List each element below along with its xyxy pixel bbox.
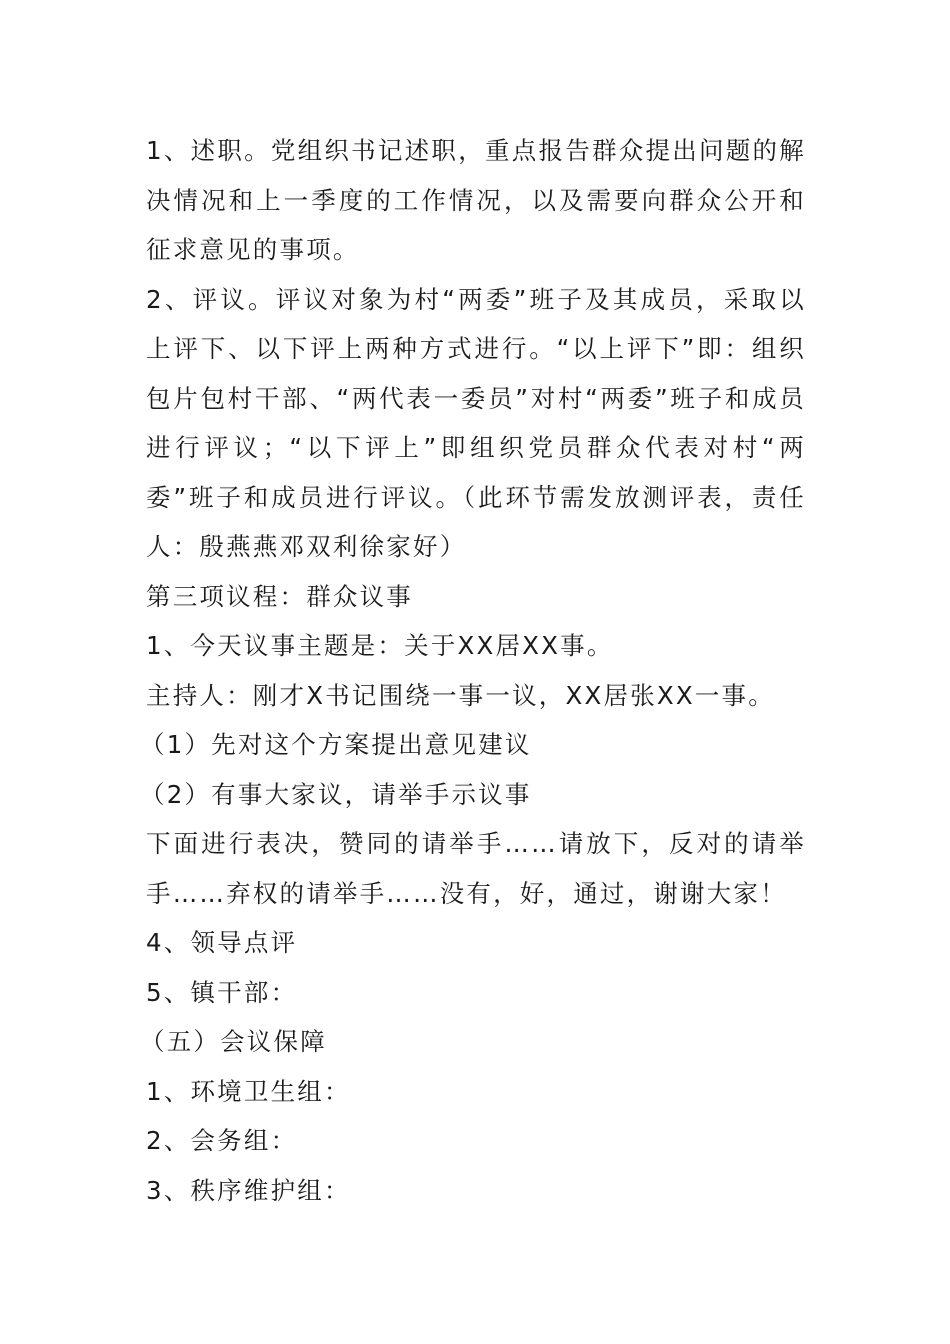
- paragraph-sub-2: （2）有事大家议，请举手示议事: [140, 779, 532, 809]
- paragraph-report: 1、述职。党组织书记述职，重点报告群众提出问题的解决情况和上一季度的工作情况，以及需要向群众公开和征求意见的事项。: [146, 136, 806, 264]
- agenda-item-heading: 第三项议程：群众议事: [146, 581, 413, 611]
- paragraph-evaluation: 2、评议。评议对象为村“两委”班子及其成员，采取以上评下、以下评上两种方式进行。“以上评下”即：组织包片包村干部、“两代表一委员”对村“两委”班子和成员进行评议；“以下评上”即组织党员群众代表对村“两委”班子和成员进行评议。（此环节需发放测评表，责任人：殷燕燕邓双利徐家好）: [146, 284, 806, 561]
- paragraph-leader-review: 4、领导点评: [146, 928, 298, 957]
- paragraph-affairs-group: 2、会务组：: [146, 1126, 298, 1155]
- section-heading-meeting-support: （五）会议保障: [140, 1027, 327, 1056]
- paragraph-town-cadre: 5、镇干部：: [146, 977, 298, 1007]
- paragraph-host: 主持人：刚才X书记围绕一事一议，XX居张XX一事。: [146, 680, 775, 710]
- paragraph-sub-1: （1）先对这个方案提出意见建议: [140, 730, 532, 759]
- paragraph-sanitation-group: 1、环境卫生组：: [146, 1076, 351, 1106]
- document-body: [140, 126, 806, 1215]
- paragraph-topic: 1、今天议事主题是：关于XX居XX事。: [146, 631, 614, 660]
- paragraph-vote: 下面进行表决，赞同的请举手……请放下，反对的请举手……弃权的请举手……没有，好，通过，谢谢大家！: [146, 829, 806, 908]
- paragraph-order-group: 3、秩序维护组：: [146, 1175, 351, 1205]
